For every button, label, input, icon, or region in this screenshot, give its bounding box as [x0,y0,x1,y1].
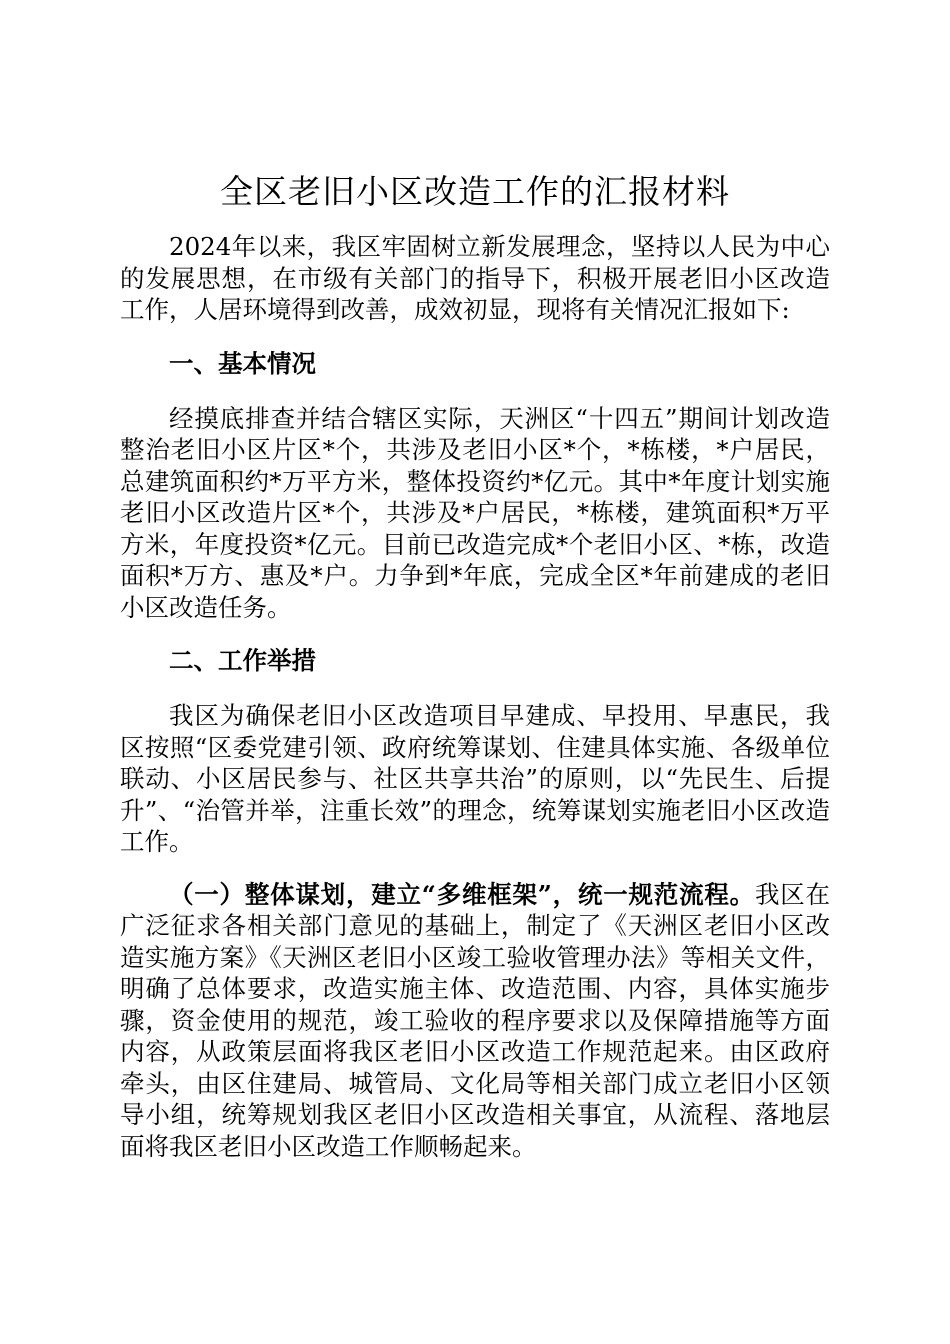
subsection-lead: （一）整体谋划，建立“多维框架”，统一规范流程。 [169,879,755,909]
section-body-work-measures: 我区为确保老旧小区改造项目早建成、早投用、早惠民，我区按照“区委党建引领、政府统筹谋划、住建具体实施、各级单位联动、小区居民参与、社区共享共治”的原则，以“先民生、后提升”、“治管并举，注重长效”的理念，统筹谋划实施老旧小区改造工作。 [120,701,830,856]
document-page [120,165,830,1183]
subsection-body: 我区在广泛征求各相关部门意见的基础上，制定了《天洲区老旧小区改造实施方案》《天洲区老旧小区竣工验收管理办法》等相关文件，明确了总体要求，改造实施主体、改造范围、内容，具体实施步骤，资金使用的规范，竣工验收的程序要求以及保障措施等方面内容，从政策层面将我区老旧小区改造工作规范起来。由区政府牵头，由区住建局、城管局、文化局等相关部门成立老旧小区领导小组，统筹规划我区老旧小区改造相关事宜，从流程、落地层面将我区老旧小区改造工作顺畅起来。 [120,879,830,1161]
document-title: 全区老旧小区改造工作的汇报材料 [220,172,730,211]
section-body-basic-situation: 经摸底排查并结合辖区实际，天洲区“十四五”期间计划改造整治老旧小区片区*个，共涉及老旧小区*个，*栋楼，*户居民，总建筑面积约*万平方米，整体投资约*亿元。其中*年度计划实施老旧小区改造片区*个，共涉及*户居民，*栋楼，建筑面积*万平方米，年度投资*亿元。目前已改造完成*个老旧小区、*栋，改造面积*万方、惠及*户。力争到*年底，完成全区*年前建成的老旧小区改造任务。 [120,403,830,622]
subsection-overall-planning [120,879,830,1163]
intro-paragraph: 2024年以来，我区牢固树立新发展理念，坚持以人民为中心的发展思想，在市级有关部门的指导下，积极开展老旧小区改造工作，人居环境得到改善，成效初显，现将有关情况汇报如下: [120,232,830,324]
section-heading-work-measures: 二、工作举措 [169,646,316,675]
section-heading-basic-situation: 一、基本情况 [169,348,316,378]
